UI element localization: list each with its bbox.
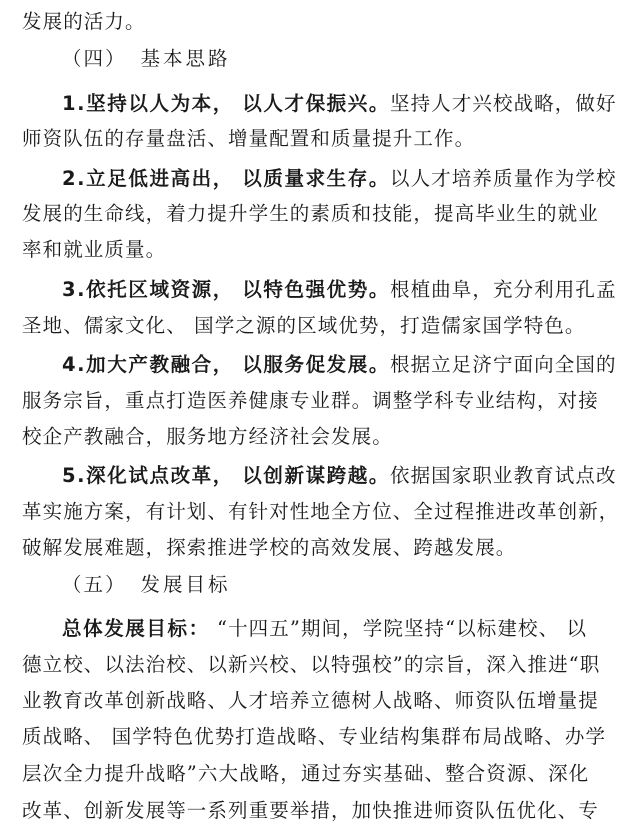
goal-line-1 <box>62 617 622 641</box>
goal-text-3: 业教育改革创新战略、人才培养立德树人战略、师资队伍增量提 <box>22 689 599 712</box>
principle-4-line-1 <box>62 353 622 377</box>
goal-lead: 总体发展目标： <box>62 617 210 640</box>
principle-1-line-2 <box>22 127 622 151</box>
principle-3-line-1 <box>62 278 622 302</box>
goal-text-2: 德立校、以法治校、以新兴校、以特强校”的宗旨，深入推进“职 <box>22 653 601 676</box>
principle-4-line-3 <box>22 425 622 449</box>
principle-1-text-2: 师资队伍的存量盘活、增量配置和质量提升工作。 <box>22 127 476 150</box>
carryover-text: 发展的活力。 <box>22 10 146 33</box>
principle-5-line-3 <box>22 536 622 560</box>
goal-line-5 <box>22 762 622 786</box>
principle-5-text-3: 破解发展难题，探索推进学校的高效发展、跨越发展。 <box>22 536 517 559</box>
principle-4-line-2 <box>22 389 622 413</box>
principle-5-line-2 <box>22 500 622 524</box>
principle-3-text-1: 根植曲阜，充分利用孔孟 <box>389 278 617 301</box>
principle-4-text-1: 根据立足济宁面向全国的 <box>389 353 617 376</box>
principle-5-line-1 <box>62 464 622 488</box>
principle-2-lead: 2.立足低进高出， 以质量求生存。 <box>62 167 390 190</box>
section-5-number: （五） <box>62 573 127 596</box>
principle-2-text-1: 以人才培养质量作为学校 <box>389 167 617 190</box>
principle-2-line-2 <box>22 202 622 226</box>
principle-4-text-3: 校企产教融合，服务地方经济社会发展。 <box>22 425 393 448</box>
principle-2-text-3: 率和就业质量。 <box>22 238 167 261</box>
principle-4-lead: 4.加大产教融合， 以服务促发展。 <box>62 353 390 376</box>
goal-text-6: 改革、创新发展等一系列重要举措，加快推进师资队伍优化、专 <box>22 799 599 822</box>
goal-text-4: 质战略、 国学特色优势打造战略、专业结构集群布局战略、办学 <box>22 725 607 748</box>
principle-5-text-2: 革实施方案，有计划、有针对性地全方位、全过程推进改革创新， <box>22 500 620 523</box>
principle-5-text-1: 依据国家职业教育试点改 <box>389 464 617 487</box>
principle-4-text-2: 服务宗旨，重点打造医养健康专业群。调整学科专业结构，对接 <box>22 389 599 412</box>
principle-2-line-1 <box>62 167 622 191</box>
section-5-title: 发展目标 <box>140 573 231 596</box>
carryover-line <box>22 10 622 34</box>
principle-1-lead: 1.坚持以人为本， 以人才保振兴。 <box>62 92 390 115</box>
principle-2-text-2: 发展的生命线，着力提升学生的素质和技能，提高毕业生的就业 <box>22 202 599 225</box>
section-5-heading <box>62 573 637 597</box>
principle-3-lead: 3.依托区域资源， 以特色强优势。 <box>62 278 390 301</box>
principle-2-line-3 <box>22 238 622 262</box>
goal-text-1: “十四五”期间，学院坚持“以标建校、 以 <box>209 617 588 640</box>
section-4-heading <box>62 47 637 71</box>
goal-line-6 <box>22 799 622 823</box>
principle-3-text-2: 圣地、儒家文化、 国学之源的区域优势，打造儒家国学特色。 <box>22 314 586 337</box>
goal-line-4 <box>22 725 622 749</box>
goal-line-3 <box>22 689 622 713</box>
goal-line-2 <box>22 653 622 677</box>
principle-3-line-2 <box>22 314 622 338</box>
principle-1-line-1 <box>62 92 622 116</box>
section-4-number: （四） <box>62 47 127 70</box>
section-4-title: 基本思路 <box>140 47 231 70</box>
principle-1-text-1: 坚持人才兴校战略，做好 <box>389 92 617 115</box>
principle-5-lead: 5.深化试点改革， 以创新谋跨越。 <box>62 464 390 487</box>
goal-text-5: 层次全力提升战略”六大战略，通过夯实基础、整合资源、深化 <box>22 762 590 785</box>
